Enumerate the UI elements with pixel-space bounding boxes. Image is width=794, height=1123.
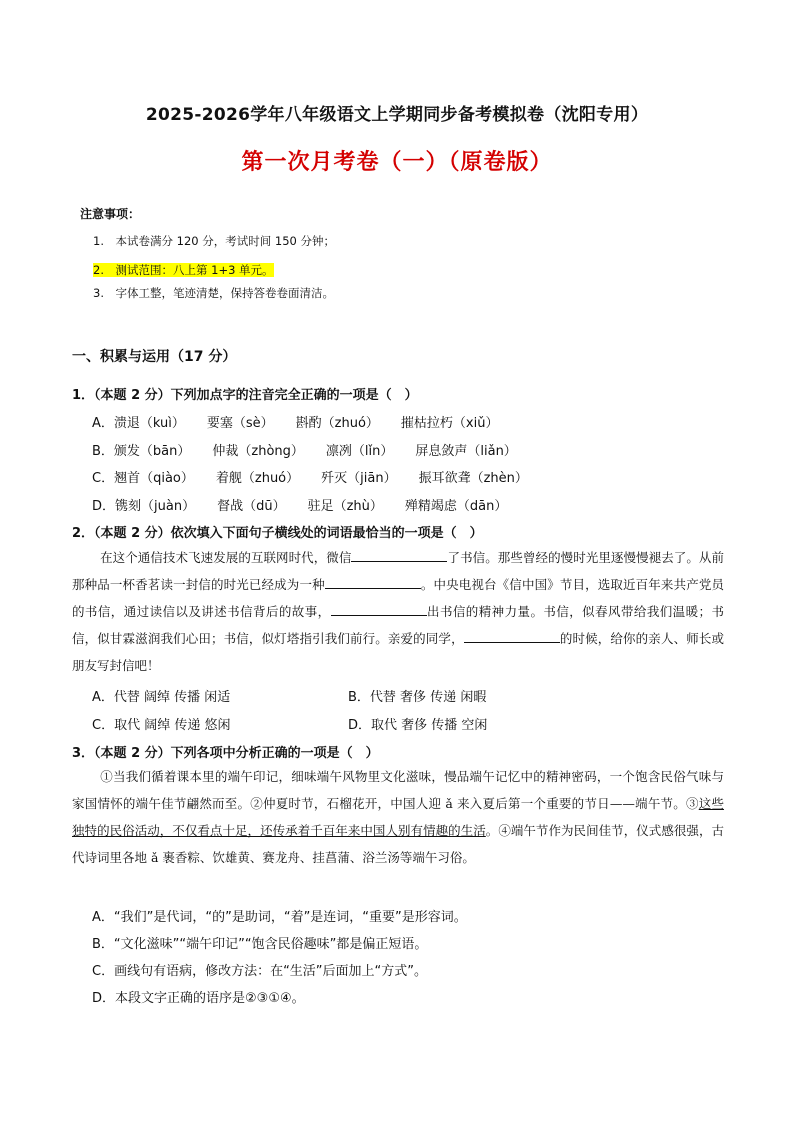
passage-text: 的时候，给你的亲人、师长或朋友写封信吧！ [72, 631, 724, 673]
q1-option-b [92, 440, 539, 459]
section-title: 一、积累与运用（17 分） [72, 349, 237, 365]
exam-title: 2025-2026学年八年级语文上学期同步备考模拟卷（沈阳专用） [145, 105, 649, 125]
option-part: 驻足（zhù） [307, 499, 383, 514]
passage-text: 了书信。那些曾经的慢时光里逐慢慢褪去了。从前那种品一杯香茗读一封信的时光已经成为一种 [72, 550, 724, 592]
option-part: 殚精竭虑（dān） [404, 499, 508, 514]
option-part: 督战（dū） [217, 499, 286, 514]
q1-option-a [92, 412, 520, 431]
highlight-mark: 2. 测试范围：八上第 1+3 单元。 [93, 263, 274, 277]
option-part: A．溃退（kuì） [92, 416, 185, 431]
q2-option-c: C．取代 阔绰 传递 悠闲 [92, 718, 231, 733]
option-part: 仲裁（zhòng） [212, 444, 304, 459]
passage-text: 出书信的精神力量。书信，似春风带给我们温暖；书信，似甘霖滋润我们心田；书信，似灯塔指引我们前行。亲爱的同学， [72, 604, 724, 646]
option-part: 凛冽（lǐn） [325, 444, 394, 459]
fill-blank [464, 630, 560, 643]
q3-option-b: B．“文化滋味”“端午印记”“饱含民俗趣味”都是偏正短语。 [92, 937, 428, 952]
notes-heading: 注意事项： [80, 207, 141, 221]
passage-text: 。④端午节作为民间佳节，仪式感很强，古代诗词里各地 ǎ 裹香粽、饮雄黄、赛龙舟、挂菖蒲、浴兰汤等端午习俗。 [72, 823, 724, 865]
question-3-passage [72, 763, 724, 871]
question-1-stem: 1．（本题 2 分）下列加点字的注音完全正确的一项是（ ） [72, 388, 418, 403]
option-part: D．镌刻（juàn） [92, 499, 196, 514]
passage-text: 在这个通信技术飞速发展的互联网时代，微信 [100, 550, 352, 565]
passage-text: 。中央电视台《信中国》节目，选取近百年来共产党员的书信，通过读信以及讲述书信背后的故事， [72, 577, 724, 619]
fill-blank [351, 549, 447, 562]
option-part: 振耳欲聋（zhèn） [418, 471, 528, 486]
question-2-passage [72, 544, 724, 679]
note-item: 3. 字体工整，笔迹清楚，保持答卷卷面清洁。 [93, 286, 334, 300]
q1-option-c [92, 467, 550, 486]
q1-option-d [92, 495, 529, 514]
question-3-stem: 3．（本题 2 分）下列各项中分析正确的一项是（ ） [72, 746, 379, 761]
passage-text: ①当我们循着课本里的端午印记，细味端午风物里文化滋味，慢品端午记忆中的精神密码，一个饱含民俗气味与家国情怀的端午佳节翩然而至。②仲夏时节，石榴花开，中国人迎 ǎ 来入夏后第一个重要的节日——端午节。③ [72, 769, 724, 811]
q2-option-a: A．代替 阔绰 传播 闲适 [92, 690, 231, 705]
q2-option-d: D．取代 奢侈 传播 空闲 [348, 718, 488, 733]
underlined-sentence: 这些独特的民俗活动，不仅看点十足，还传承着千百年来中国人别有情趣的生活 [72, 796, 724, 838]
option-part: 屏息敛声（liǎn） [415, 444, 517, 459]
q3-option-d: D．本段文字正确的语序是②③①④。 [92, 991, 305, 1006]
q2-option-b: B．代替 奢侈 传递 闲暇 [348, 690, 487, 705]
note-item: 1. 本试卷满分 120 分，考试时间 150 分钟； [93, 234, 335, 248]
option-part: 斟酌（zhuó） [295, 416, 379, 431]
option-part: 摧枯拉朽（xiǔ） [400, 416, 499, 431]
question-2-stem: 2．（本题 2 分）依次填入下面句子横线处的词语最恰当的一项是（ ） [72, 526, 483, 541]
option-part: C．翘首（qiào） [92, 471, 194, 486]
fill-blank [325, 576, 421, 589]
q3-option-a: A．“我们”是代词，“的”是助词，“着”是连词，“重要”是形容词。 [92, 910, 467, 925]
option-part: 要塞（sè） [206, 416, 274, 431]
option-part: 歼灭（jiān） [321, 471, 397, 486]
q3-option-c: C．画线句有语病，修改方法：在“生活”后面加上“方式”。 [92, 964, 428, 979]
fill-blank [331, 603, 427, 616]
note-item-highlighted [93, 262, 274, 278]
option-part: 着舰（zhuó） [215, 471, 300, 486]
exam-subtitle: 第一次月考卷（一）（原卷版） [241, 150, 553, 175]
option-part: B．颁发（bān） [92, 444, 191, 459]
